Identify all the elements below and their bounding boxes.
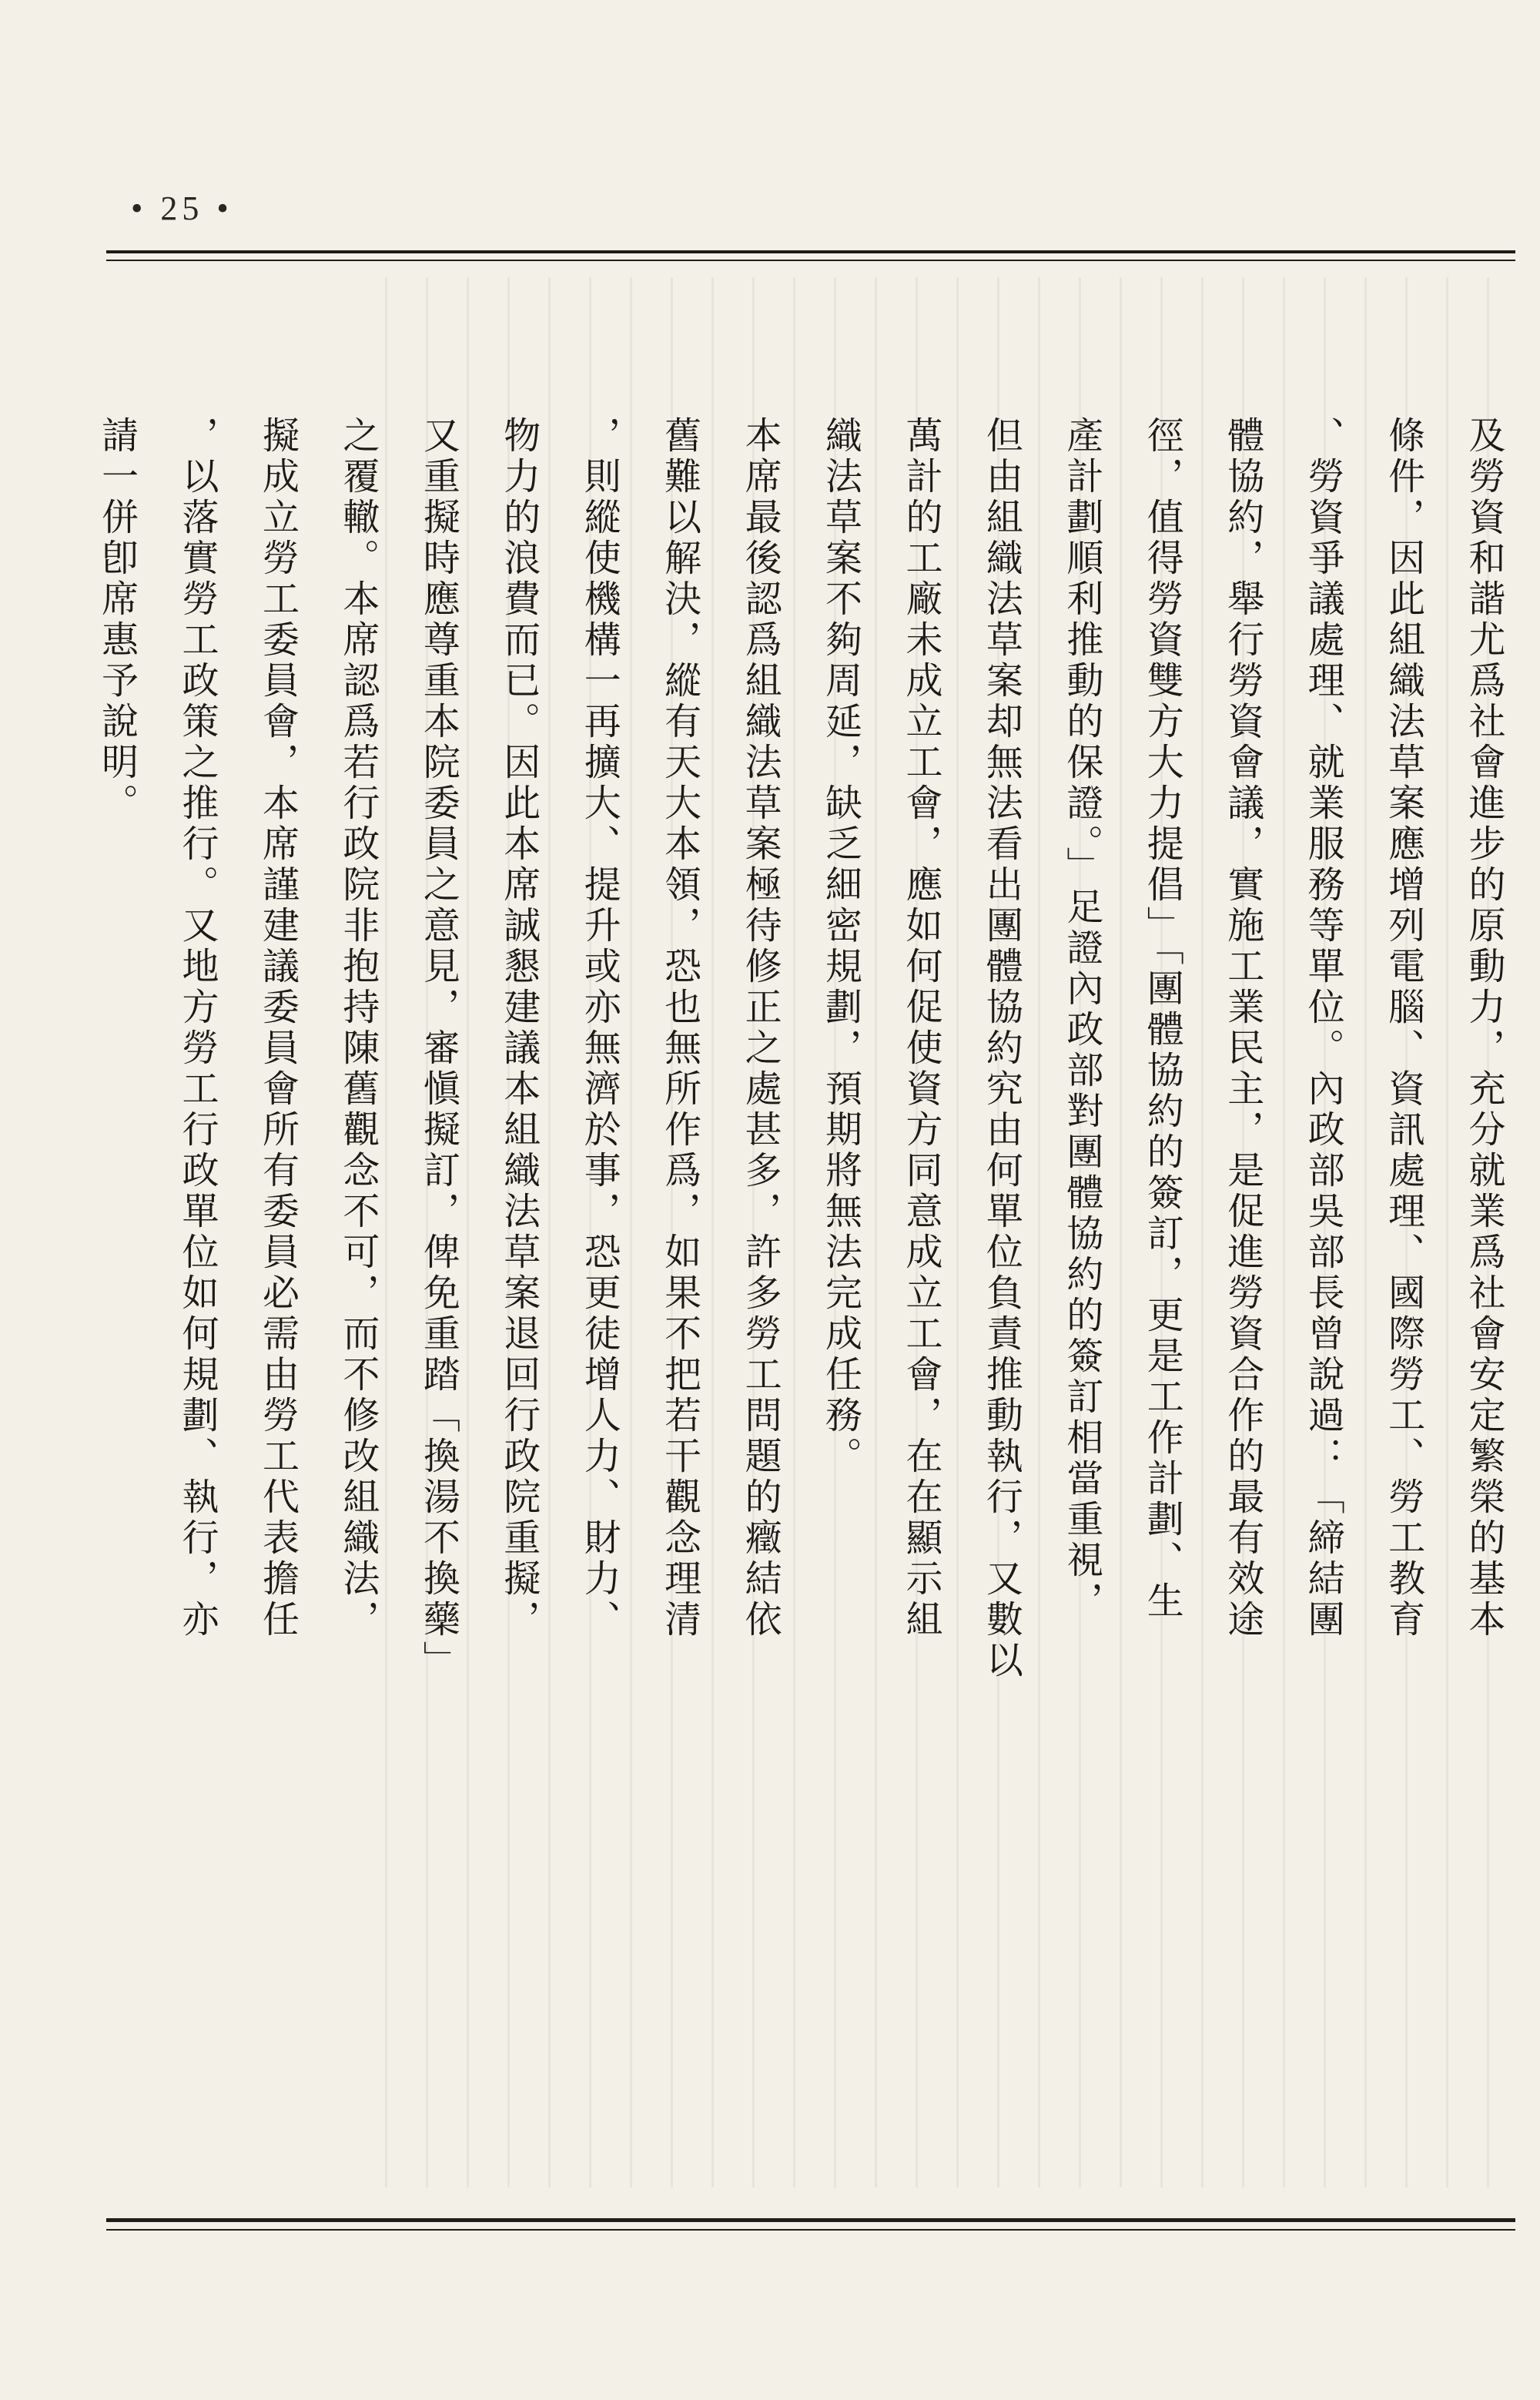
text-column-7: 但由組織法草案却無法看出團體協約究由何單位負責推動執行，又數以 [979, 416, 1023, 1681]
header-rule-thin [106, 260, 1515, 261]
text-column-17: ，以落實勞工政策之推行。又地方勞工行政單位如何規劃、執行，亦 [176, 416, 219, 1641]
text-column-15: 之覆轍。本席認爲若行政院非抱持陳舊觀念不可，而不修改組織法， [336, 416, 380, 1641]
text-column-18: 請一併卽席惠予說明。 [95, 416, 139, 824]
text-column-13: 物力的浪費而已。因此本席誠懇建議本組織法草案退回行政院重擬， [497, 416, 541, 1641]
text-column-1: 及勞資和諧尤爲社會進步的原動力，充分就業爲社會安定繁榮的基本 [1462, 416, 1505, 1641]
page-number: • 25 • [131, 189, 233, 227]
text-column-9: 織法草案不夠周延，缺乏細密規劃，預期將無法完成任務。 [819, 416, 862, 1477]
footer-rule-thin [106, 2229, 1515, 2231]
header-rule-thick [106, 250, 1515, 253]
text-column-14: 又重擬時應尊重本院委員之意見，審愼擬訂，俾免重踏「換湯不換藥」 [417, 416, 460, 1681]
text-column-10: 本席最後認爲組織法草案極待修正之處甚多，許多勞工問題的癥結依 [738, 416, 782, 1641]
text-column-3: 、勞資爭議處理、就業服務等單位。內政部吳部長曾說過：「締結團 [1301, 416, 1345, 1641]
vertical-text-block [77, 416, 1525, 2110]
text-column-11: 舊難以解決，縱有天大本領，恐也無所作爲，如果不把若干觀念理清 [658, 416, 701, 1641]
text-column-12: ，則縱使機構一再擴大、提升或亦無濟於事，恐更徒增人力、財力、 [578, 416, 621, 1641]
text-column-8: 萬計的工廠未成立工會，應如何促使資方同意成立工會，在在顯示組 [899, 416, 942, 1641]
text-column-4: 體協約，舉行勞資會議，實施工業民主，是促進勞資合作的最有效途 [1220, 416, 1264, 1641]
text-column-6: 產計劃順利推動的保證。」足證內政部對團體協約的簽訂相當重視， [1060, 416, 1103, 1622]
text-column-16: 擬成立勞工委員會，本席謹建議委員會所有委員必需由勞工代表擔任 [256, 416, 300, 1641]
text-column-2: 條件，因此組織法草案應增列電腦、資訊處理、國際勞工、勞工教育 [1381, 416, 1425, 1641]
footer-rule-thick [106, 2218, 1515, 2222]
text-column-5: 徑，值得勞資雙方大力提倡」「團體協約的簽訂，更是工作計劃、生 [1140, 416, 1184, 1622]
